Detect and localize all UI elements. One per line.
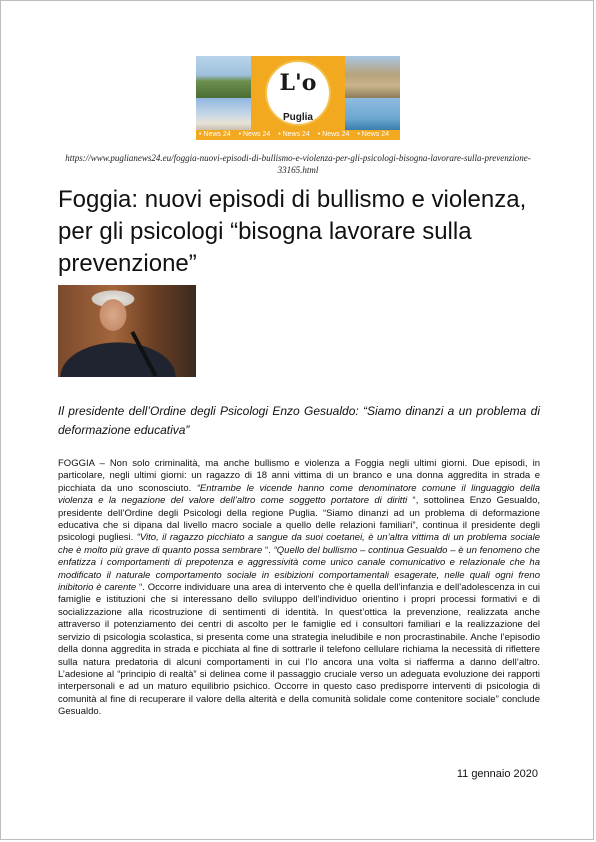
landscape-photo [196, 56, 251, 98]
body-quote: “Quello del bullismo – continua Gesualdo – è un fenomeno che enfatizza i comportamenti di prepotenza e aggressività come unico canale comunicativo e relazionale che ha modificato il naturale comportamento sociale in esibizioni comportamentali esagerate, nelle quali ogni freno inibitorio è carente [58, 544, 540, 594]
castle-photo [345, 56, 400, 98]
body-quote: “Vito, il ragazzo picchiato a sangue da suoi coetanei, è un’altra vittima di un problema sociale che è molto più grave di quanto possa sembrare [58, 532, 540, 556]
microphone-icon [130, 331, 157, 377]
ticker-item: • News 24 [278, 131, 310, 138]
article-title: Foggia: nuovi episodi di bullismo e violenza, per gli psicologi “bisogna lavorare sulla prevenzione” [58, 186, 527, 277]
logo-region: Puglia [282, 112, 313, 123]
article-url: https://www.puglianews24.eu/foggia-nuovi-episodi-di-bullismo-e-violenza-per-gli-psicologi-bisogna-lavorare-sulla-prevenzione-33165.html [65, 153, 531, 175]
speaker-photo [58, 285, 196, 377]
body-text: “. [262, 544, 274, 556]
article-subtitle: Il presidente dell’Ordine degli Psicologi Enzo Gesualdo: “Siamo dinanzi a un problema di deformazione educativa” [58, 404, 540, 437]
body-text: “. Occorre individuare una area di intervento che è quella dell’infanzia e dell’adolescenza in cui famiglie e istituzioni che si interessano dello sviluppo dell’individuo orientino i propri processi formativi e di socializzazione alla ricostruzione di sentimenti di identità. In quest’ottica la prevenzione, realizzata anche attraverso il potenziamento dei centri di ascolto per le famiglie ed i consultori familiari e la realizzazione del servizio di psicologia scolastica, si presenta come una strategia ineludibile e non procrastinabile. Anche l’episodio della donna aggredita in strada e picchiata al fine di sottrarle il telefono cellulare richiama la necessità di riflettere sulla natura predatoria di alcuni comportamenti in cui l’Io ancora una volta si riafferma a danno dell’altro. L’adesione al “principio di realtà” si delinea come il passaggio cruciale verso un adeguata evoluzione dei rapporti interpersonali e ad un maturo equilibrio psichico. Occorre in questo caso predisporre interventi di psicologia di comunità al fine di recuperare il valore della alterità e della comunità solidale come contenitore sociale” conclude Gesualdo. [58, 582, 540, 718]
body-text: FOGGIA – Non solo criminalità, ma anche bullismo e violenza a Foggia negli ultimi giorni. Due episodi, in particolare, negli ultimi giorni: un ragazzo di 18 anni vittima di un branco e una donna aggredita in strada e picchiata da uno sconosciuto. [58, 458, 540, 494]
site-logo-banner [196, 56, 400, 140]
news-ticker [196, 130, 400, 140]
ticker-item: • News 24 [238, 131, 271, 138]
site-logo [251, 56, 345, 140]
body-quote: “Entrambe le vicende hanno come denominatore comune il linguaggio della violenza e la negazione del valore dell’altro come soggetto portatore di diritti [58, 482, 540, 507]
body-text: “, sottolinea Enzo Gesualdo, presidente dell’Ordine degli Psicologi della regione Puglia. “Siamo dinanzi ad un problema di deformazione educativa che si dipana dal livello macro sociale a quello delle relazioni familiari”, continua il presidente degli psicologi pugliesi. [58, 495, 540, 544]
article-body [58, 458, 540, 719]
ticker-item: • News 24 [317, 131, 350, 138]
ticker-item: • News 24 [357, 131, 390, 138]
logo-text: L'o [279, 70, 317, 96]
ticker-item: • News 24 [199, 131, 231, 138]
article-date: 11 gennaio 2020 [456, 768, 538, 780]
